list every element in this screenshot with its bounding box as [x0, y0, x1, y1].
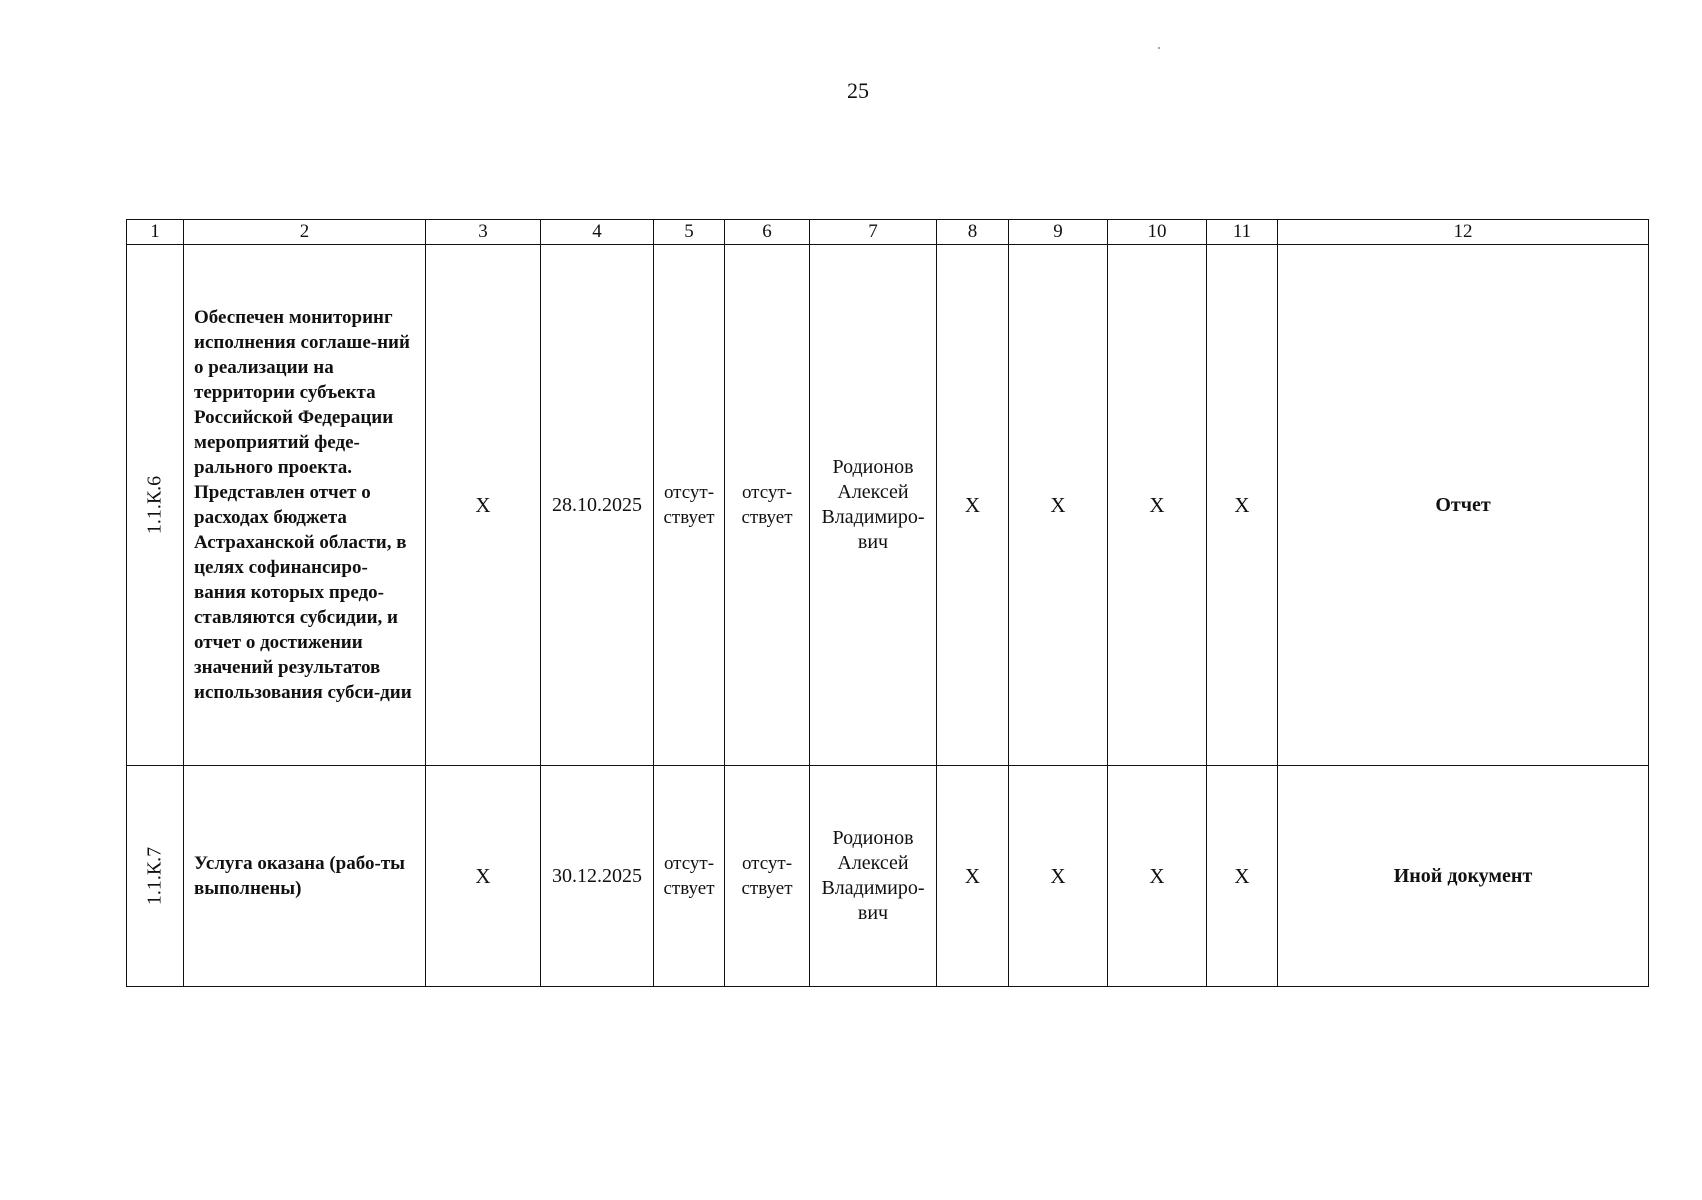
row-col11: Х: [1207, 766, 1278, 987]
row-col3: Х: [426, 766, 541, 987]
row-description: Услуга оказана (рабо-ты выполнены): [184, 766, 426, 987]
row-col9: Х: [1009, 245, 1108, 766]
header-cell: 5: [654, 220, 725, 245]
row-col11: Х: [1207, 245, 1278, 766]
row-document: Иной документ: [1278, 766, 1649, 987]
row-date: 30.12.2025: [541, 766, 654, 987]
table-header-row: [127, 220, 1649, 245]
header-cell: 2: [184, 220, 426, 245]
row-description: Обеспечен мониторинг исполнения соглаше-ний о реализации на территории субъекта Российской Федерации мероприятий феде-рального проекта. Представлен отчет о расходах бюджета Астраханской области, в целях софинансиро-вания которых предо-ставляются субсидии, и отчет о достижении значений результатов использования субси-дии: [184, 245, 426, 766]
row-date: 28.10.2025: [541, 245, 654, 766]
row-code: 1.1.К.7: [143, 846, 166, 906]
row-col6: отсут-ствует: [725, 766, 810, 987]
header-cell: 3: [426, 220, 541, 245]
row-col3: Х: [426, 245, 541, 766]
header-cell: 10: [1108, 220, 1207, 245]
row-col10: Х: [1108, 766, 1207, 987]
header-cell: 8: [937, 220, 1009, 245]
row-col6: отсут-ствует: [725, 245, 810, 766]
row-code-cell: [127, 766, 184, 987]
row-col9: Х: [1009, 766, 1108, 987]
scan-speck: [1158, 47, 1160, 49]
header-cell: 12: [1278, 220, 1649, 245]
row-document: Отчет: [1278, 245, 1649, 766]
header-cell: 7: [810, 220, 937, 245]
row-responsible: Родионов Алексей Владимиро-вич: [810, 766, 937, 987]
page-number: 25: [847, 78, 869, 103]
header-cell: 9: [1009, 220, 1108, 245]
row-col10: Х: [1108, 245, 1207, 766]
row-col5: отсут-ствует: [654, 766, 725, 987]
row-col8: Х: [937, 766, 1009, 987]
header-cell: 6: [725, 220, 810, 245]
table-row: [127, 766, 1649, 987]
header-cell: 1: [127, 220, 184, 245]
events-table: [126, 219, 1649, 987]
table-row: [127, 245, 1649, 766]
row-col5: отсут-ствует: [654, 245, 725, 766]
row-code-cell: [127, 245, 184, 766]
header-cell: 4: [541, 220, 654, 245]
row-code: 1.1.К.6: [143, 475, 166, 535]
header-cell: 11: [1207, 220, 1278, 245]
row-col8: Х: [937, 245, 1009, 766]
row-responsible: Родионов Алексей Владимиро-вич: [810, 245, 937, 766]
